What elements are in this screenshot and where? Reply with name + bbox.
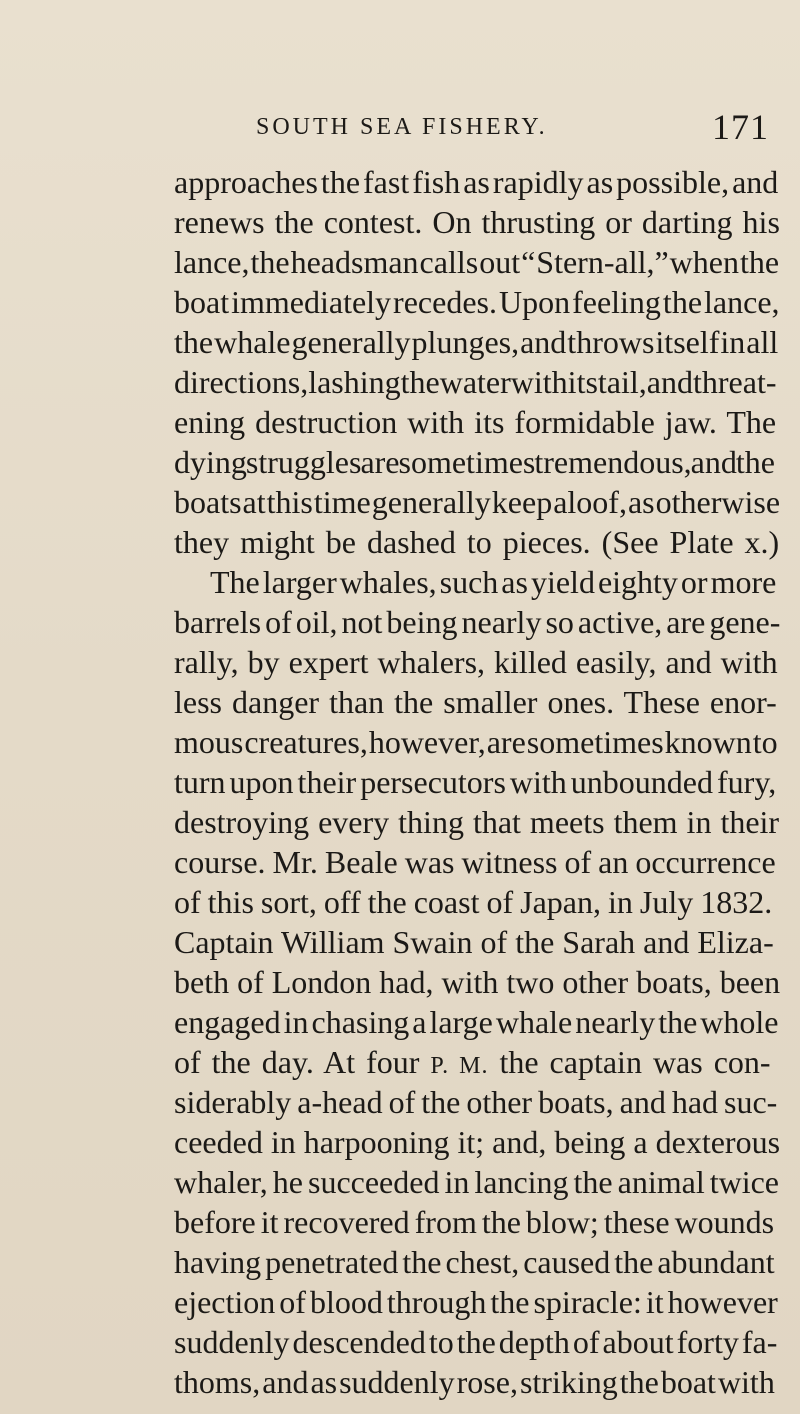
text-line: boats at this time generally keep aloof, as otherwise xyxy=(174,484,781,520)
text-line: suddenly descended to the depth of about forty fa- xyxy=(174,1324,778,1360)
text-line: whaler, he succeeded in lancing the animal twice xyxy=(174,1164,779,1200)
text-segment: of the day. At four xyxy=(174,1044,420,1080)
text-line: turn upon their persecutors with unbounded fury, xyxy=(174,764,777,800)
time-abbreviation: P. M. xyxy=(430,1053,489,1079)
text-line: course. Mr. Beale was witness of an occurrence xyxy=(174,844,776,880)
page-number: 171 xyxy=(712,107,769,147)
text-line: rally, by expert whalers, killed easily, and with xyxy=(174,644,778,680)
text-line: Captain William Swain of the Sarah and Eliza- xyxy=(174,924,774,960)
text-line: approaches the fast fish as rapidly as possible, and xyxy=(174,164,779,200)
text-line: less danger than the smaller ones. These enor- xyxy=(174,684,777,720)
text-line-with-time xyxy=(174,1042,771,1082)
text-line: ening destruction with its formidable jaw. The xyxy=(174,404,777,440)
text-line: of this sort, off the coast of Japan, in July 1832. xyxy=(174,884,773,920)
text-line: having penetrated the chest, caused the abundant xyxy=(174,1244,775,1280)
text-line: destroying every thing that meets them in their xyxy=(174,804,780,840)
text-line: the whale generally plunges, and throws itself in all xyxy=(174,324,779,360)
running-head xyxy=(0,107,800,152)
text-line: thoms, and as suddenly rose, striking the boat with xyxy=(174,1364,775,1400)
text-line: barrels of oil, not being nearly so active, are gene- xyxy=(174,604,781,640)
text-line: beth of London had, with two other boats, been xyxy=(174,964,781,1000)
text-line: ceeded in harpooning it; and, being a dexterous xyxy=(174,1124,781,1160)
text-line: before it recovered from the blow; these wounds xyxy=(174,1204,775,1240)
running-title: SOUTH SEA FISHERY. xyxy=(256,114,548,140)
text-line: mous creatures, however, are sometimes known to xyxy=(174,724,778,760)
text-line: lance, the headsman calls out “ Stern-all,” when the xyxy=(174,244,780,280)
text-line: boat immediately recedes. Upon feeling the lance, xyxy=(174,284,780,320)
text-line: dying struggles are sometimes tremendous, and the xyxy=(174,444,775,480)
text-segment: the captain was con- xyxy=(499,1044,771,1080)
text-line: engaged in chasing a large whale nearly the whole xyxy=(174,1004,779,1040)
text-line: renews the contest. On thrusting or darting his xyxy=(174,204,780,240)
text-line: directions, lashing the water with its tail, and threat- xyxy=(174,364,777,400)
text-line: siderably a-head of the other boats, and had suc- xyxy=(174,1084,778,1120)
text-line: they might be dashed to pieces. (See Plate x.) xyxy=(174,524,780,560)
text-line: The larger whales, such as yield eighty or more xyxy=(210,564,777,600)
text-line: ejection of blood through the spiracle: it however xyxy=(174,1284,778,1320)
